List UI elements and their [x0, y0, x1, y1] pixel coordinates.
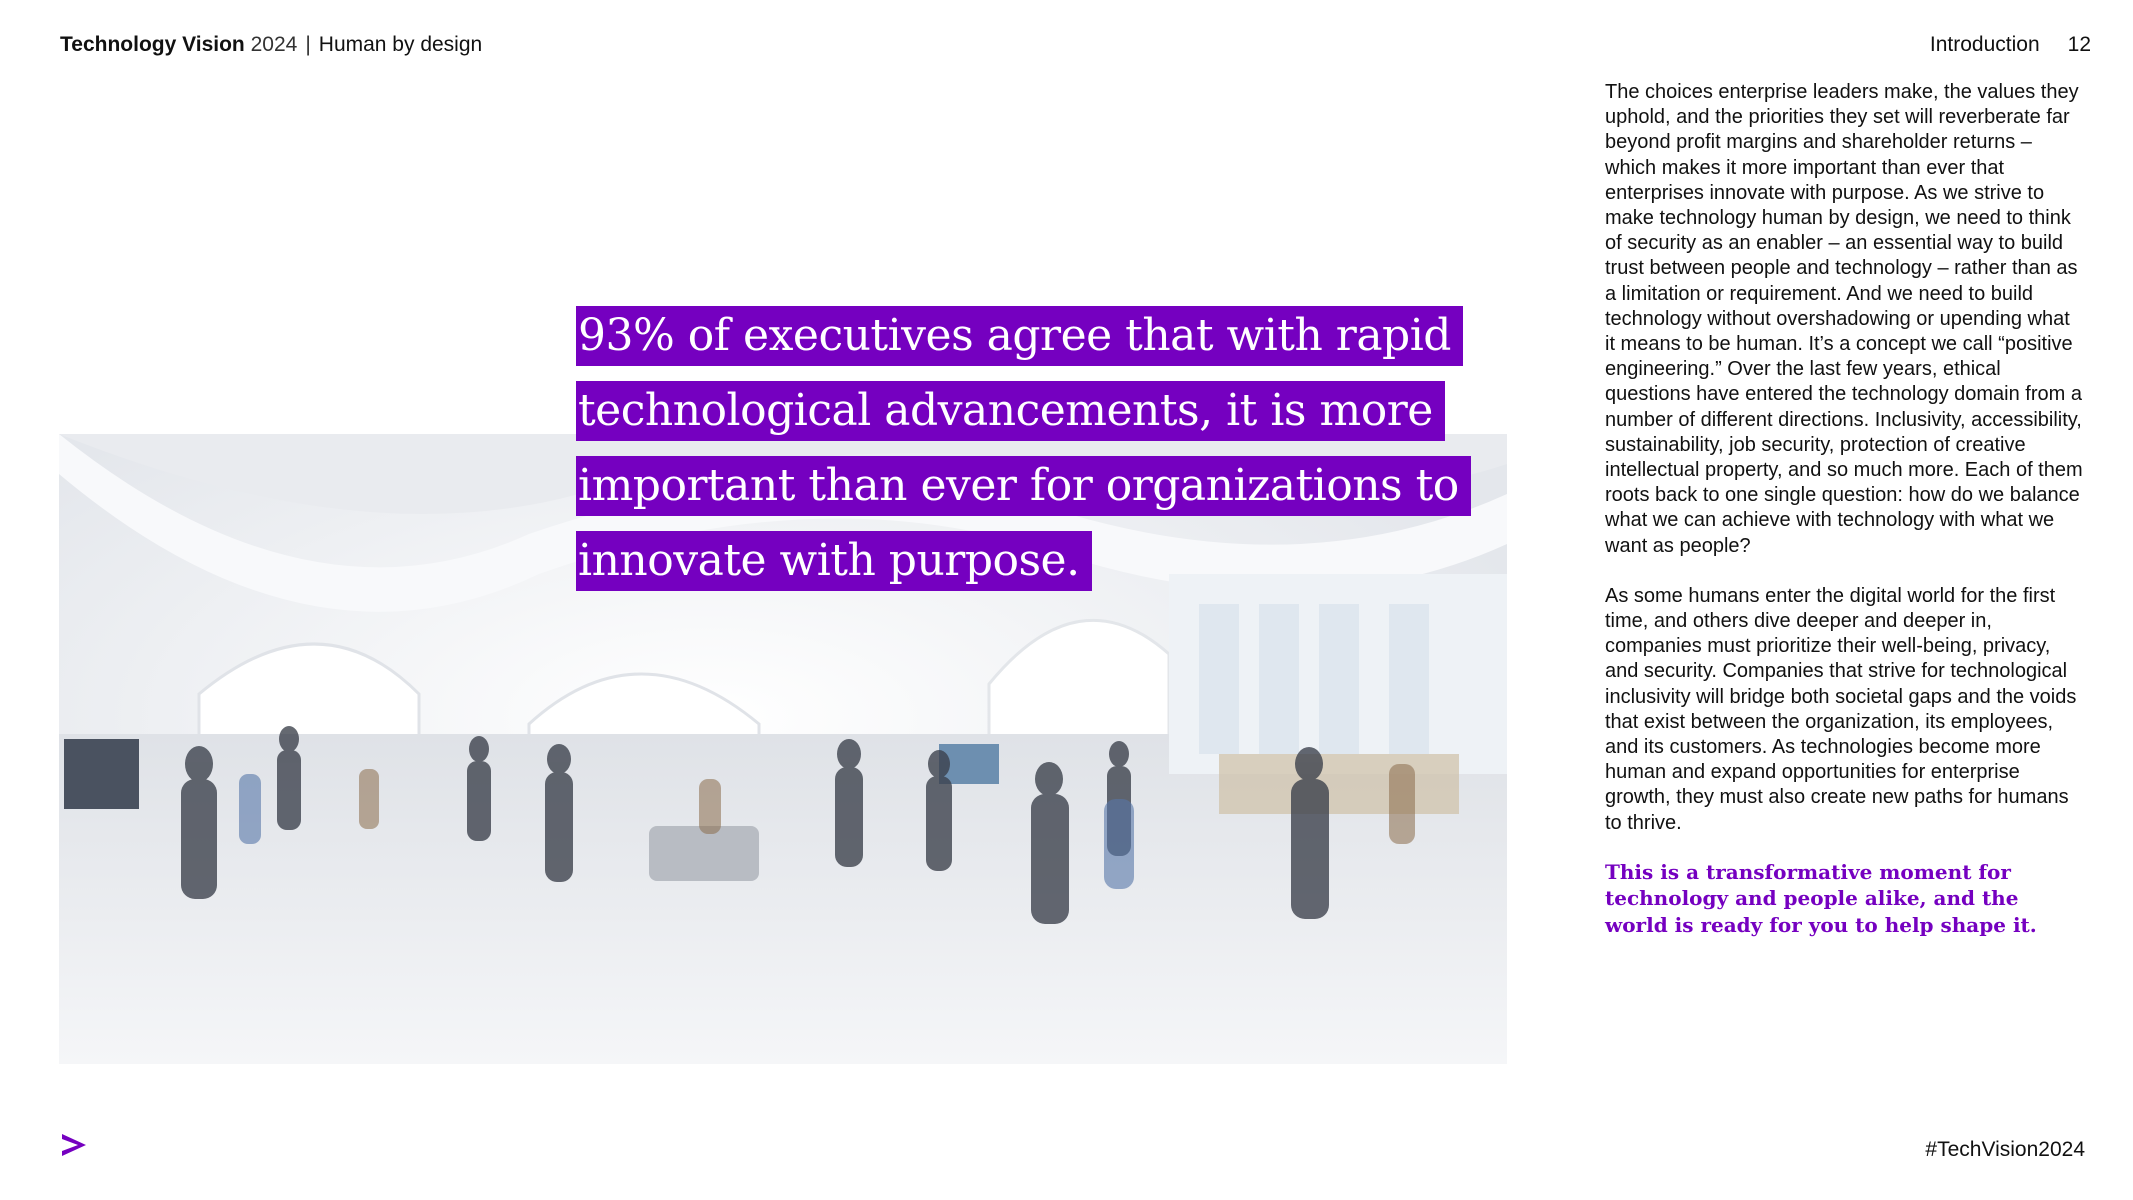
brand-year: 2024: [250, 33, 298, 56]
page-number: 12: [2067, 33, 2091, 56]
pull-quote-line: innovate with purpose.: [576, 531, 1092, 591]
body-paragraph: The choices enterprise leaders make, the values they uphold, and the priorities they set will reverberate far beyond profit margins and shareholder returns – which makes it more important than ever that enterprises innovate with purpose. As we strive to make technology human by design, we need to think of security as an enabler – an essential way to build trust between people and technology – rather than as a limitation or requirement. And we need to build technology without overshadowing or upending what it means to be human. It’s a concept we call “positive engineering.” Over the last few years, ethical questions have entered the technology domain from a number of different directions. Inclusivity, accessibility, sustainability, job security, protection of creative intellectual property, and so much more. Each of them roots back to one single question: how do we balance what we can achieve with technology with what we want as people?: [1605, 81, 2083, 557]
pull-quote-line: technological advancements, it is more: [576, 381, 1445, 441]
pull-quote: [576, 306, 1459, 606]
header-title-group: [60, 33, 482, 57]
body-text-column: [1605, 80, 2085, 963]
header-nav: [1930, 33, 2091, 57]
body-paragraph: As some humans enter the digital world for the first time, and others dive deeper and deeper in, companies must prioritize their well-being, privacy, and security. Companies that strive for technological inclusivity will bridge both societal gaps and the voids that exist between the organization, its employees, and its customers. As technologies become more human and expand opportunities for enterprise growth, they must also create new paths for humans to thrive.: [1605, 584, 2077, 834]
pull-quote-line: 93% of executives agree that with rapid: [576, 306, 1463, 366]
hashtag: #TechVision2024: [1925, 1138, 2085, 1161]
section-link[interactable]: Introduction: [1929, 33, 2040, 56]
accenture-chevron-icon[interactable]: [60, 1132, 88, 1160]
pull-quote-line: important than ever for organizations to: [576, 456, 1471, 516]
header-separator: |: [305, 33, 311, 56]
report-subtitle: Human by design: [318, 33, 483, 56]
closing-callout: This is a transformative moment for technology and people alike, and the world is ready for you to help shape it.: [1605, 859, 2037, 937]
brand-title: Technology Vision: [60, 33, 245, 56]
page-header: [60, 30, 2091, 60]
